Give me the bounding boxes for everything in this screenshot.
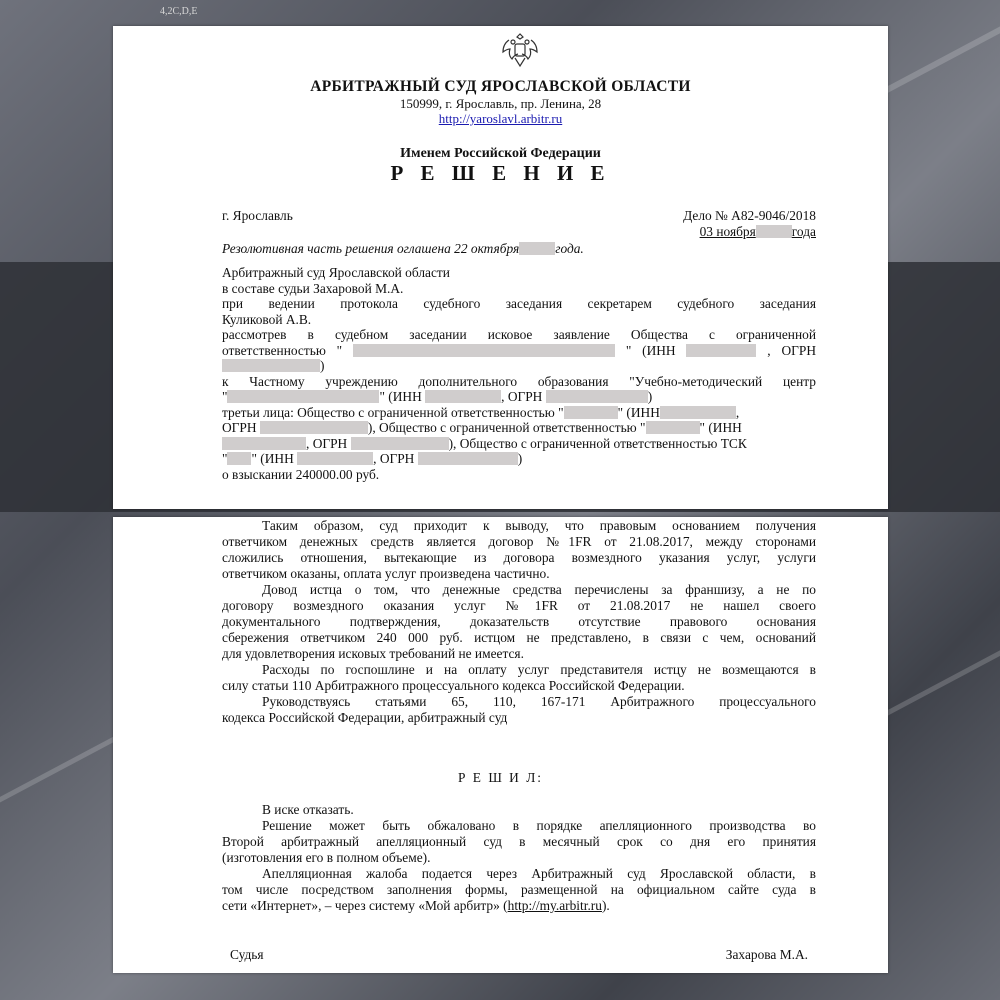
text: ответственностью " <box>222 342 343 358</box>
court-address: 150999, г. Ярославль, пр. Ленина, 28 <box>399 96 602 111</box>
decided-heading: Р Е Ш И Л: <box>458 770 543 785</box>
coat-of-arms-emblem <box>497 30 543 72</box>
redaction-box <box>222 437 306 450</box>
body-line: Таким образом, суд приходит к выводу, что правовым основанием получения <box>262 518 816 533</box>
text: ) <box>320 358 325 373</box>
redaction-box <box>686 344 756 357</box>
redaction-box <box>351 437 449 450</box>
text: , <box>735 404 740 420</box>
intro-line <box>222 389 816 405</box>
in-the-name-heading: Именем Российской Федерации <box>400 146 601 161</box>
case-number: Дело № А82-9046/2018 <box>683 208 816 223</box>
text: ) <box>517 451 523 466</box>
text: третьи лица: Общество с ограниченной ответственностью " <box>222 404 564 420</box>
text: , ОГРН <box>767 342 816 358</box>
body-line: сложились отношения, вытекающие из договора возмездного указания услуг, услуги <box>222 550 816 565</box>
text: ), Общество с ограниченной ответственностью ТСК <box>448 435 747 451</box>
body-line: Довод истца о том, что денежные средства перечислены за франшизу, а не по <box>262 582 816 597</box>
redaction-box <box>564 406 618 419</box>
court-name: АРБИТРАЖНЫЙ СУД ЯРОСЛАВСКОЙ ОБЛАСТИ <box>310 78 691 95</box>
document-title: Р Е Ш Е Н И Е <box>390 161 611 185</box>
body-line: кодекса Российской Федерации, арбитражный суд <box>222 710 508 725</box>
body-line: документального подтверждения, доказательств отсутствие правового основания <box>222 614 816 629</box>
text: " (ИНН <box>625 342 676 358</box>
redaction-box <box>519 242 555 255</box>
body-line: ответчиком денежных средств является договор №1FR от 21.08.2017, между сторонами <box>222 534 816 549</box>
resolution-suffix: года. <box>555 241 584 256</box>
resolution-announcement <box>222 241 584 257</box>
text: " <box>222 389 228 404</box>
date-text: 03 ноября <box>699 224 756 239</box>
redaction-box <box>546 390 648 403</box>
decision-body <box>222 518 816 726</box>
intro-line: рассмотрев в судебном заседании исковое заявление Общества с ограниченной <box>222 327 816 342</box>
redaction-box <box>660 406 736 419</box>
body-line: Руководствуясь статьями 65, 110, 167-171 Арбитражного процессуального <box>262 694 816 709</box>
body-line: Расходы по госпошлине и на оплату услуг представителя истцу не возмещаются в <box>262 662 816 677</box>
body-line: договору возмездного оказания услуг №1FR от 21.08.2017 не нашел своего <box>222 598 816 613</box>
text: " (ИНН <box>251 451 294 466</box>
redaction-box <box>418 452 518 465</box>
text: " (ИНН <box>617 404 660 420</box>
intro-line <box>222 436 816 452</box>
intro-line: Арбитражный суд Ярославской области <box>222 265 450 280</box>
text: ), Общество с ограниченной ответственностью " <box>367 420 646 435</box>
redaction-box <box>425 390 501 403</box>
intro-line: к Частному учреждению дополнительного образования "Учебно-методический центр <box>222 373 816 389</box>
redaction-box <box>260 421 368 434</box>
redaction-box <box>756 225 792 238</box>
text: сети «Интернет», – через систему «Мой арбитр» ( <box>222 898 508 913</box>
body-line: Апелляционная жалоба подается через Арбитражный суд Ярославской области, в <box>262 866 816 881</box>
body-line: силу статьи 110 Арбитражного процессуального кодекса Российской Федерации. <box>222 678 685 693</box>
case-intro <box>222 265 816 482</box>
intro-line: Куликовой А.В. <box>222 311 312 327</box>
redaction-box <box>227 390 379 403</box>
body-line: Второй арбитражный апелляционный суд в месячный срок со дня его принятия <box>222 834 816 849</box>
signature-role: Судья <box>230 947 264 962</box>
redaction-box <box>222 359 320 372</box>
text: , ОГРН <box>306 435 348 451</box>
text: ) <box>647 389 653 404</box>
text: " (ИНН <box>699 420 742 435</box>
text: , ОГРН <box>501 389 543 404</box>
intro-line <box>222 358 816 374</box>
text: " <box>222 451 228 466</box>
body-line: Решение может быть обжаловано в порядке апелляционного производства во <box>262 818 816 833</box>
signature-name: Захарова М.А. <box>725 947 808 962</box>
full-decision-date <box>700 224 816 240</box>
resolution-text: Резолютивная часть решения оглашена 22 октября <box>222 241 520 256</box>
intro-line: о взыскании 240000.00 руб. <box>222 466 380 482</box>
body-line: для удовлетворения исковых требований не имеется. <box>222 646 524 661</box>
court-website-link[interactable]: http://yaroslavl.arbitr.ru <box>438 111 563 126</box>
body-line: сбережения ответчиком 240 000 руб. истцом не представлено, в связи с чем, оснований <box>222 630 816 645</box>
body-line: том числе посредством заполнения формы, размещенной на официальном сайте суда в <box>222 882 816 897</box>
body-line: (изготовления его в полном объеме). <box>222 850 431 865</box>
text: ). <box>601 898 610 913</box>
intro-line <box>222 420 816 436</box>
redaction-box <box>297 452 373 465</box>
text: " (ИНН <box>379 389 422 404</box>
intro-line: при ведении протокола судебного заседания секретарем судебного заседания <box>222 296 816 311</box>
text: ОГРН <box>222 420 257 435</box>
redaction-box <box>227 452 251 465</box>
body-line <box>222 898 816 914</box>
intro-line: в составе судьи Захаровой М.А. <box>222 280 404 296</box>
redaction-box <box>353 344 615 357</box>
body-line: ответчиком оказаны, оплата услуг произведена частично. <box>222 566 550 581</box>
intro-line <box>222 405 816 421</box>
date-suffix: года <box>791 224 816 239</box>
intro-line <box>222 343 816 359</box>
redaction-box <box>646 421 700 434</box>
my-arbitr-link[interactable]: http://my.arbitr.ru <box>507 898 602 913</box>
city: г. Ярославль <box>222 208 293 223</box>
intro-line <box>222 451 816 467</box>
body-line: В иске отказать. <box>262 802 354 817</box>
decision-operative <box>222 802 816 914</box>
text: , ОГРН <box>373 451 415 466</box>
background-corner-text: 4,2C,D,E <box>160 6 198 17</box>
